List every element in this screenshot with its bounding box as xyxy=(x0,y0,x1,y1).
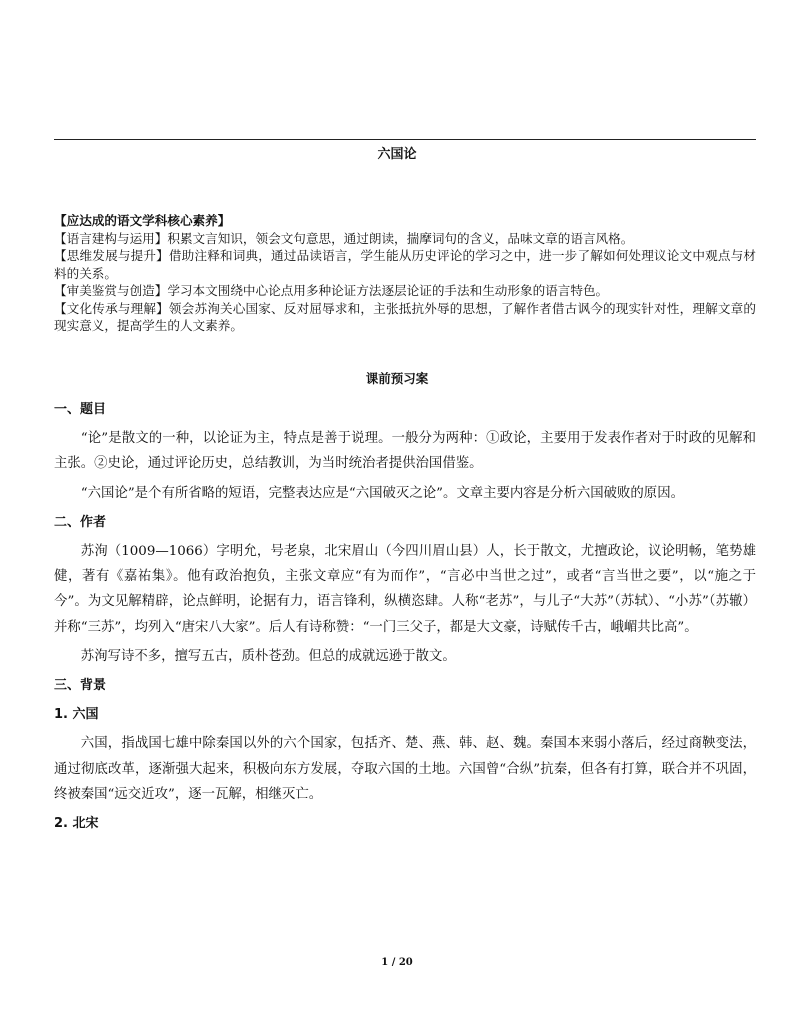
subheading-northern-song: 2. 北宋 xyxy=(54,816,99,832)
paragraph-six-states: 六国，指战国七雄中除秦国以外的六个国家，包括齐、楚、燕、韩、赵、魏。秦国本来弱小落后，经过商鞅变法，通过彻底改革，逐渐强大起来，积极向东方发展，夺取六国的土地。六国曾“合纵”抗秦，但各有打算，联合并不巩固，终被秦国“远交近攻”，逐一瓦解，相继灭亡。 xyxy=(54,736,756,802)
competency-item xyxy=(54,230,756,248)
section-heading-author: 二、作者 xyxy=(54,514,107,530)
paragraph-author-bio: 苏洵（1009—1066）字明允，号老泉，北宋眉山（今四川眉山县）人，长于散文，尤擅政论，议论明畅，笔势雄健，著有《嘉祐集》。他有政治抱负，主张文章应“有为而作”，“言必中当世之过”，或者“言当世之要”，以“施之于今”。为文见解精辟，论点鲜明，论据有力，语言锋利，纵横恣肆。人称“老苏”，与儿子“大苏”（苏轼）、“小苏”（苏辙）并称“三苏”，均列入“唐宋八大家”。后人有诗称赞：“一门三父子，都是大文豪，诗赋传千古，峨嵋共比高”。 xyxy=(54,543,756,635)
competency-tag: 【文化传承与理解】 xyxy=(54,300,169,316)
preview-section-title: 课前预习案 xyxy=(365,371,429,386)
preview-content xyxy=(54,397,756,836)
competency-tag: 【审美鉴赏与创造】 xyxy=(54,283,168,298)
page-number: 1 / 20 xyxy=(381,957,413,968)
competency-tag: 【语言建构与运用】 xyxy=(54,230,168,246)
paragraph-title-genre: “论”是散文的一种，以论证为主，特点是善于说理。一般分为两种：①政论，主要用于发表作者对于时政的见解和主张。②史论，通过评论历史，总结教训，为当时统治者提供治国借鉴。 xyxy=(54,431,756,472)
core-competencies-heading: 【应达成的语文学科核心素养】 xyxy=(54,213,231,228)
competency-item xyxy=(54,282,756,300)
competency-text: 借助注释和词典，通过品读语言，学生能从历史评论的学习之中，进一步了解如何处理议论文中观点与材料的关系。 xyxy=(54,248,757,281)
header-rule xyxy=(54,139,756,140)
core-competencies xyxy=(54,212,756,335)
subheading-six-states: 1. 六国 xyxy=(54,707,99,723)
section-heading-background: 三、背景 xyxy=(54,678,107,694)
section-heading-title: 一、题目 xyxy=(54,402,107,417)
document-title: 六国论 xyxy=(377,147,417,162)
competency-tag: 【思维发展与提升】 xyxy=(54,248,169,263)
competency-text: 学习本文围绕中心论点用多种论证方法逐层论证的手法和生动形象的语言特色。 xyxy=(167,283,609,298)
competency-item xyxy=(54,300,756,335)
paragraph-title-meaning: “六国论”是个有所省略的短语，完整表达应是“六国破灭之论”。文章主要内容是分析六国破败的原因。 xyxy=(80,485,684,501)
competency-item xyxy=(54,247,756,282)
competency-text: 领会苏洵关心国家、反对屈辱求和，主张抵抗外辱的思想，了解作者借古讽今的现实针对性，理解文章的现实意义，提高学生的人文素养。 xyxy=(54,300,757,333)
paragraph-author-poetry: 苏洵写诗不多，擅写五古，质朴苍劲。但总的成就远逊于散文。 xyxy=(80,649,456,665)
competency-text: 积累文言知识，领会文句意思，通过朗读，揣摩词句的含义，品味文章的语言风格。 xyxy=(167,230,634,246)
